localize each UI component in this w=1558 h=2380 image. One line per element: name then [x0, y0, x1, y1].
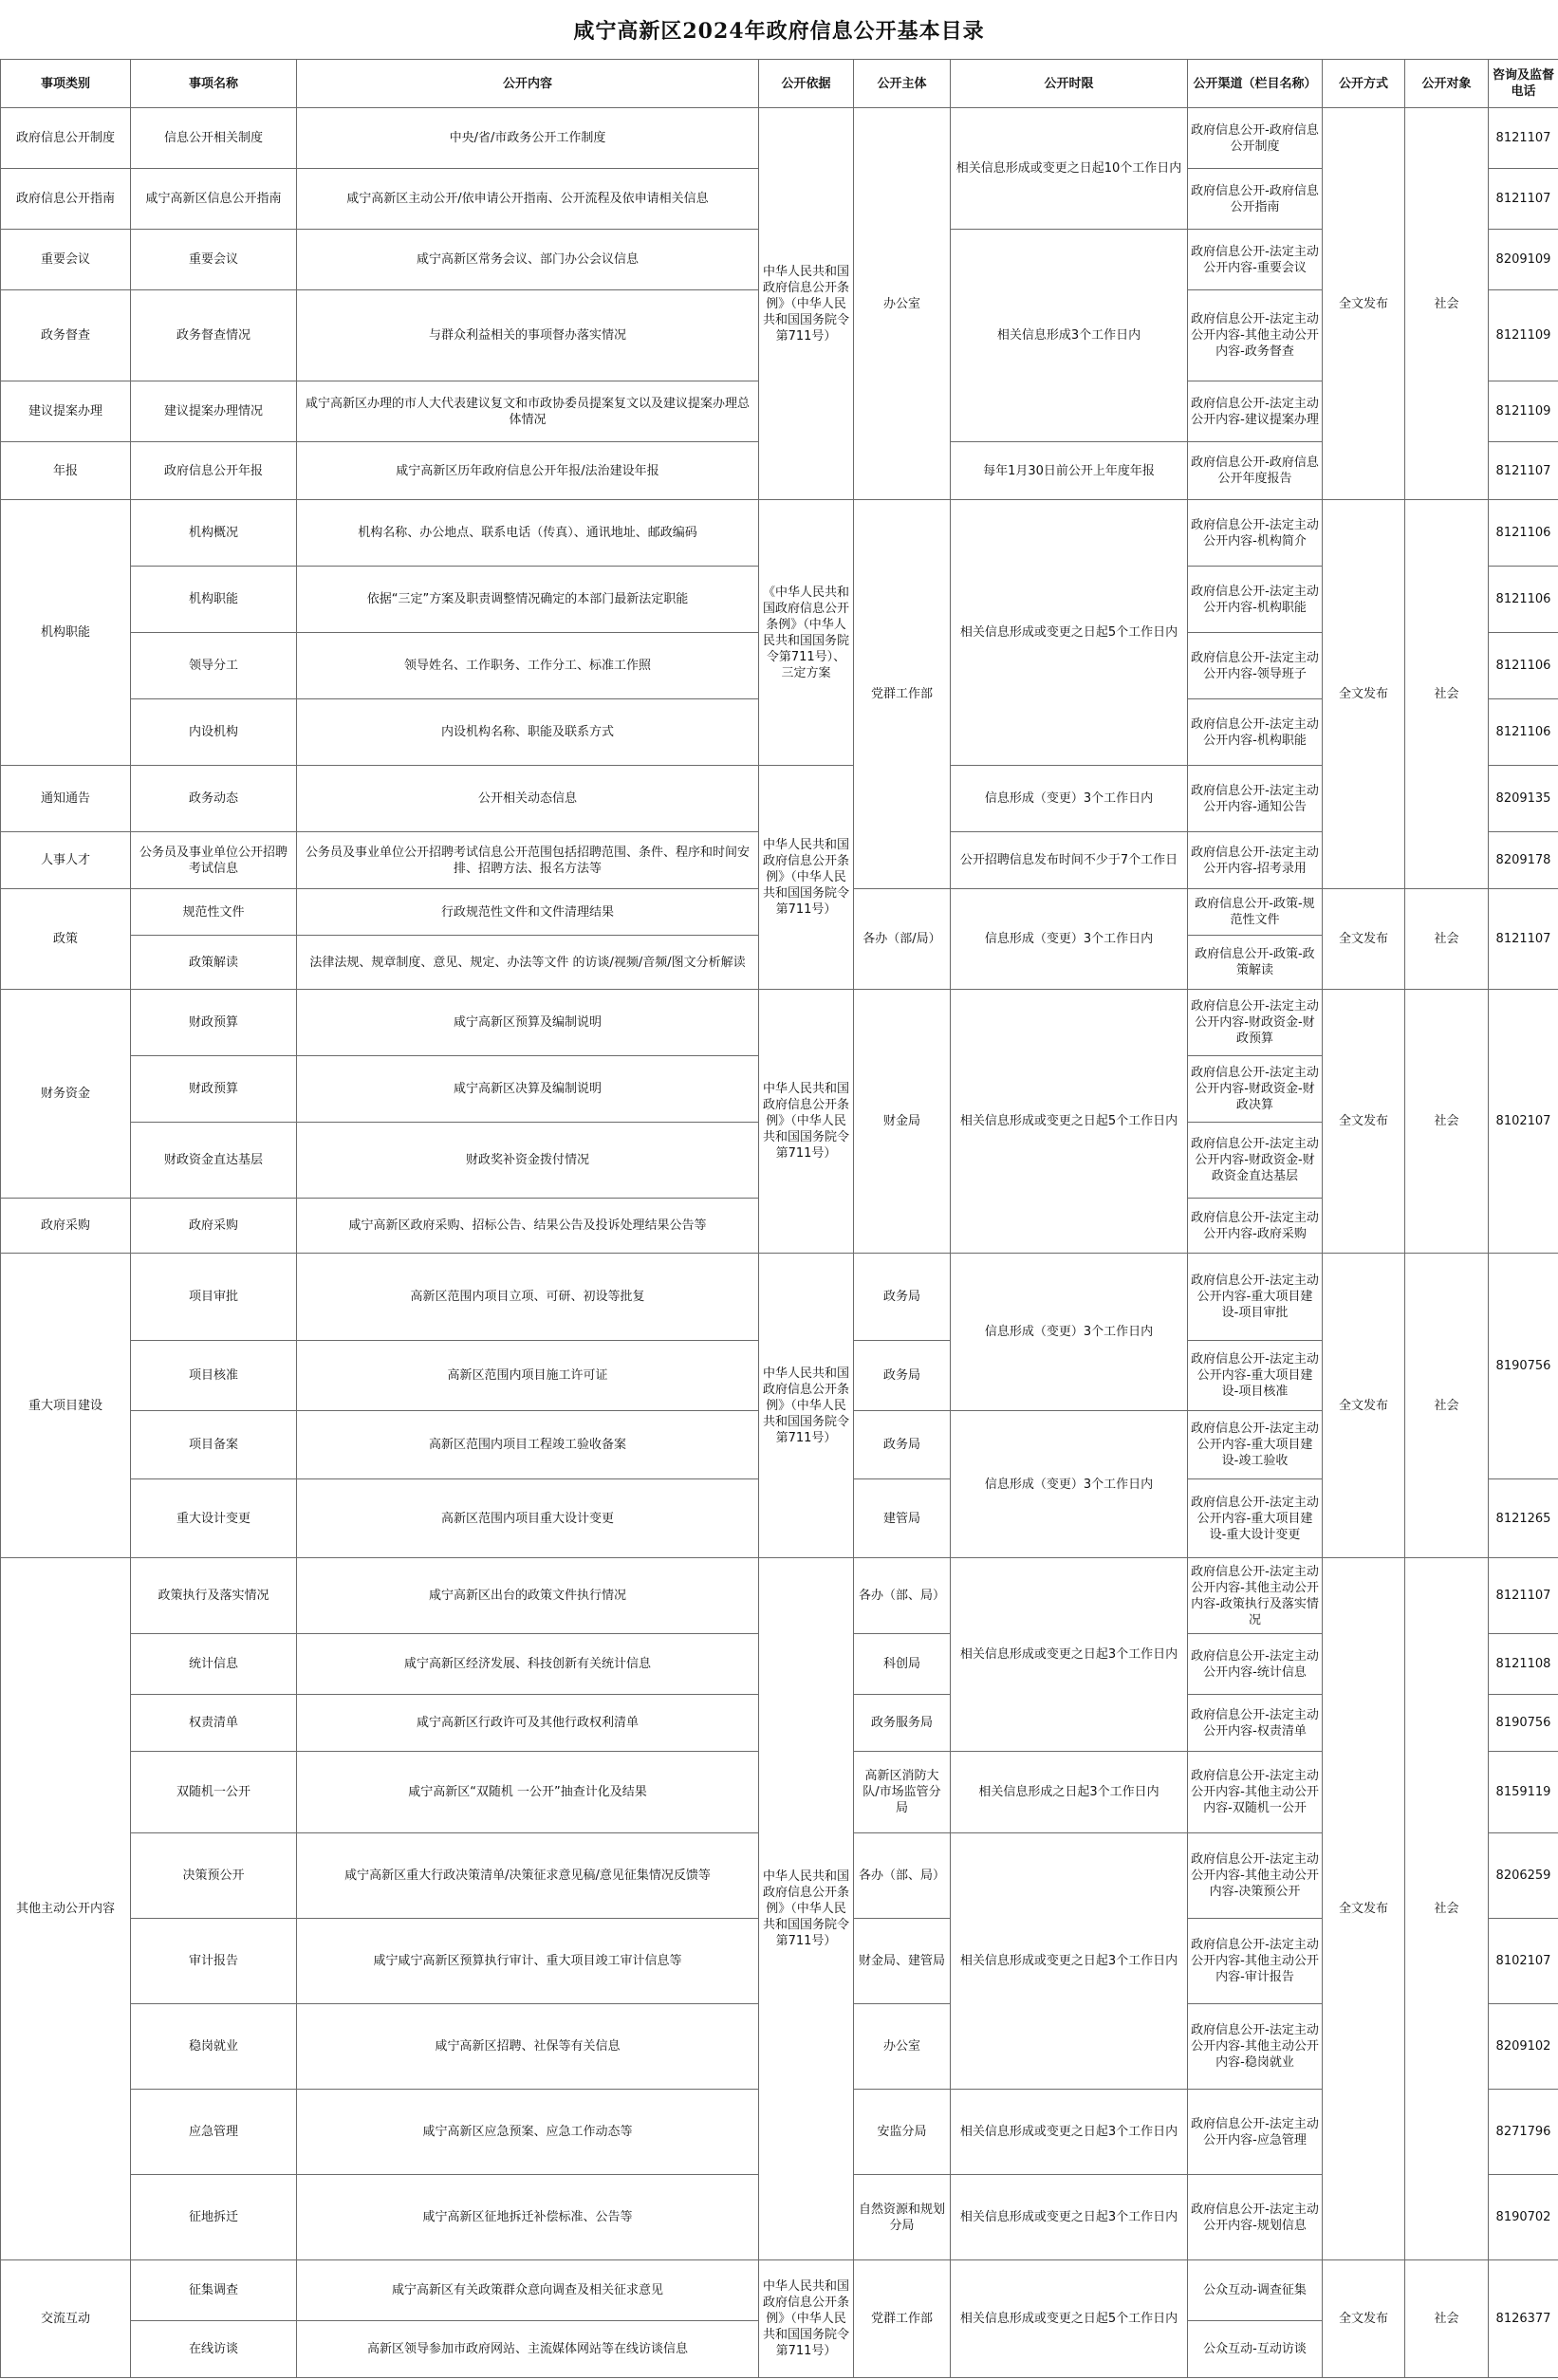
- cell-phone: 8121265: [1489, 1479, 1558, 1558]
- cell-name: 审计报告: [131, 1919, 297, 2004]
- cell-content: 咸宁高新区常务会议、部门办公会议信息: [297, 230, 759, 290]
- cell-channel: 政府信息公开-法定主动公开内容-招考录用: [1188, 832, 1323, 889]
- cell-content: 与群众利益相关的事项督办落实情况: [297, 290, 759, 381]
- cell-channel: 公众互动-调查征集: [1188, 2260, 1323, 2321]
- cell-subject: 办公室: [854, 2004, 951, 2090]
- cell-channel: 政府信息公开-法定主动公开内容-其他主动公开内容-双随机一公开: [1188, 1752, 1323, 1833]
- header-subject: 公开主体: [854, 60, 951, 108]
- cell-content: 法律法规、规章制度、意见、规定、办法等文件 的访谈/视频/音频/图文分析解读: [297, 936, 759, 990]
- cell-deadline: 相关信息形成或变更之日起5个工作日内: [951, 500, 1188, 766]
- cell-target: 社会: [1405, 500, 1489, 889]
- header-phone: 咨询及监督电话: [1489, 60, 1558, 108]
- cell-name: 征集调查: [131, 2260, 297, 2321]
- cell-basis: 中华人民共和国政府信息公开条例》（中华人民共和国国务院令第711号）: [759, 108, 854, 500]
- cell-name: 政府信息公开年报: [131, 442, 297, 500]
- cell-deadline: 相关信息形成或变更之日起3个工作日内: [951, 2175, 1188, 2260]
- cell-content: 高新区范围内项目重大设计变更: [297, 1479, 759, 1558]
- cell-basis: 中华人民共和国政府信息公开条例》（中华人民共和国国务院令第711号）: [759, 2260, 854, 2378]
- table-row: [1, 1558, 1558, 1634]
- cell-content: 咸宁高新区应急预案、应急工作动态等: [297, 2090, 759, 2175]
- cell-phone: 8121106: [1489, 633, 1558, 699]
- cell-phone: 8121109: [1489, 381, 1558, 442]
- cell-content: 高新区范围内项目立项、可研、初设等批复: [297, 1254, 759, 1341]
- cell-subject: 各办（部、局）: [854, 1833, 951, 1919]
- cell-deadline: 相关信息形成或变更之日起5个工作日内: [951, 990, 1188, 1254]
- cell-channel: 政府信息公开-法定主动公开内容-其他主动公开内容-稳岗就业: [1188, 2004, 1323, 2090]
- cell-channel: 政府信息公开-政府信息公开年度报告: [1188, 442, 1323, 500]
- cell-channel: 政府信息公开-法定主动公开内容-机构职能: [1188, 699, 1323, 766]
- cell-category: 机构职能: [1, 500, 131, 766]
- cell-target: 社会: [1405, 108, 1489, 500]
- cell-target: 社会: [1405, 1558, 1489, 2260]
- cell-name: 规范性文件: [131, 889, 297, 936]
- cell-subject: 办公室: [854, 108, 951, 500]
- cell-content: 中央/省/市政务公开工作制度: [297, 108, 759, 169]
- cell-channel: 政府信息公开-法定主动公开内容-其他主动公开内容-审计报告: [1188, 1919, 1323, 2004]
- header-channel: 公开渠道（栏目名称）: [1188, 60, 1323, 108]
- cell-name: 政府采购: [131, 1199, 297, 1254]
- cell-channel: 政府信息公开-法定主动公开内容-权责清单: [1188, 1695, 1323, 1752]
- cell-content: 咸宁高新区历年政府信息公开年报/法治建设年报: [297, 442, 759, 500]
- cell-name: 机构职能: [131, 567, 297, 633]
- cell-phone: 8121107: [1489, 1558, 1558, 1634]
- cell-phone: 8121107: [1489, 442, 1558, 500]
- cell-name: 应急管理: [131, 2090, 297, 2175]
- cell-channel: 政府信息公开-法定主动公开内容-财政资金-财政预算: [1188, 990, 1323, 1056]
- cell-deadline: 相关信息形成或变更之日起5个工作日内: [951, 2260, 1188, 2378]
- cell-category: 人事人才: [1, 832, 131, 889]
- cell-method: 全文发布: [1323, 1254, 1405, 1558]
- cell-name: 财政预算: [131, 1056, 297, 1123]
- cell-name: 权责清单: [131, 1695, 297, 1752]
- cell-method: 全文发布: [1323, 990, 1405, 1254]
- cell-content: 公务员及事业单位公开招聘考试信息公开范围包括招聘范围、条件、程序和时间安排、招聘方法、报名方法等: [297, 832, 759, 889]
- cell-content: 咸宁高新区行政许可及其他行政权利清单: [297, 1695, 759, 1752]
- header-content: 公开内容: [297, 60, 759, 108]
- cell-channel: 政府信息公开-法定主动公开内容-机构简介: [1188, 500, 1323, 567]
- cell-category: 政务督查: [1, 290, 131, 381]
- cell-channel: 政府信息公开-法定主动公开内容-其他主动公开内容-政策执行及落实情况: [1188, 1558, 1323, 1634]
- header-method: 公开方式: [1323, 60, 1405, 108]
- cell-name: 决策预公开: [131, 1833, 297, 1919]
- cell-channel: 政府信息公开-法定主动公开内容-财政资金-财政决算: [1188, 1056, 1323, 1123]
- cell-phone: 8126377: [1489, 2260, 1558, 2378]
- cell-content: 咸宁高新区经济发展、科技创新有关统计信息: [297, 1634, 759, 1695]
- cell-category: 财务资金: [1, 990, 131, 1199]
- cell-content: 咸宁高新区征地拆迁补偿标准、公告等: [297, 2175, 759, 2260]
- cell-subject: 各办（部/局）: [854, 889, 951, 990]
- cell-channel: 政府信息公开-法定主动公开内容-重大项目建设-重大设计变更: [1188, 1479, 1323, 1558]
- cell-channel: 政府信息公开-法定主动公开内容-建议提案办理: [1188, 381, 1323, 442]
- cell-phone: 8209109: [1489, 230, 1558, 290]
- cell-content: 咸宁高新区重大行政决策清单/决策征求意见稿/意见征集情况反馈等: [297, 1833, 759, 1919]
- cell-basis: 中华人民共和国政府信息公开条例》（中华人民共和国国务院令第711号）: [759, 766, 854, 990]
- cell-name: 稳岗就业: [131, 2004, 297, 2090]
- cell-content: 咸宁高新区有关政策群众意向调查及相关征求意见: [297, 2260, 759, 2321]
- cell-subject: 自然资源和规划分局: [854, 2175, 951, 2260]
- cell-subject: 各办（部、局）: [854, 1558, 951, 1634]
- cell-basis: 中华人民共和国政府信息公开条例》（中华人民共和国国务院令第711号）: [759, 990, 854, 1254]
- cell-channel: 政府信息公开-法定主动公开内容-通知公告: [1188, 766, 1323, 832]
- cell-content: 行政规范性文件和文件清理结果: [297, 889, 759, 936]
- cell-name: 领导分工: [131, 633, 297, 699]
- header-category: 事项类别: [1, 60, 131, 108]
- cell-method: 全文发布: [1323, 889, 1405, 990]
- cell-category: 重大项目建设: [1, 1254, 131, 1558]
- cell-channel: 政府信息公开-法定主动公开内容-统计信息: [1188, 1634, 1323, 1695]
- cell-channel: 政府信息公开-政府信息公开制度: [1188, 108, 1323, 169]
- cell-name: 征地拆迁: [131, 2175, 297, 2260]
- cell-phone: 8121106: [1489, 500, 1558, 567]
- cell-category: 重要会议: [1, 230, 131, 290]
- cell-subject: 财金局、建管局: [854, 1919, 951, 2004]
- cell-name: 项目核准: [131, 1341, 297, 1411]
- cell-content: 机构名称、办公地点、联系电话（传真）、通讯地址、邮政编码: [297, 500, 759, 567]
- cell-content: 高新区范围内项目工程竣工验收备案: [297, 1411, 759, 1479]
- cell-method: 全文发布: [1323, 1558, 1405, 2260]
- cell-channel: 政府信息公开-法定主动公开内容-重大项目建设-竣工验收: [1188, 1411, 1323, 1479]
- cell-phone: 8121107: [1489, 169, 1558, 230]
- table-row: [1, 500, 1558, 567]
- cell-name: 政务督查情况: [131, 290, 297, 381]
- cell-phone: 8102107: [1489, 1919, 1558, 2004]
- cell-channel: 政府信息公开-法定主动公开内容-财政资金-财政资金直达基层: [1188, 1123, 1323, 1199]
- cell-name: 项目审批: [131, 1254, 297, 1341]
- cell-content: 财政奖补资金拨付情况: [297, 1123, 759, 1199]
- cell-channel: 政府信息公开-法定主动公开内容-重大项目建设-项目核准: [1188, 1341, 1323, 1411]
- header-deadline: 公开时限: [951, 60, 1188, 108]
- cell-category: 政府信息公开制度: [1, 108, 131, 169]
- cell-phone: 8121109: [1489, 290, 1558, 381]
- cell-name: 机构概况: [131, 500, 297, 567]
- cell-subject: 高新区消防大队/市场监管分局: [854, 1752, 951, 1833]
- cell-channel: 政府信息公开-法定主动公开内容-应急管理: [1188, 2090, 1323, 2175]
- cell-name: 统计信息: [131, 1634, 297, 1695]
- cell-subject: 政务局: [854, 1341, 951, 1411]
- cell-channel: 政府信息公开-法定主动公开内容-规划信息: [1188, 2175, 1323, 2260]
- cell-phone: 8190756: [1489, 1695, 1558, 1752]
- cell-category: 其他主动公开内容: [1, 1558, 131, 2260]
- cell-name: 在线访谈: [131, 2321, 297, 2378]
- cell-phone: 8121107: [1489, 889, 1558, 990]
- cell-content: 咸宁高新区招聘、社保等有关信息: [297, 2004, 759, 2090]
- cell-phone: 8271796: [1489, 2090, 1558, 2175]
- cell-channel: 政府信息公开-政府信息公开指南: [1188, 169, 1323, 230]
- cell-content: 咸宁高新区办理的市人大代表建议复文和市政协委员提案复文以及建议提案办理总体情况: [297, 381, 759, 442]
- cell-target: 社会: [1405, 990, 1489, 1254]
- cell-deadline: 相关信息形成或变更之日起3个工作日内: [951, 2090, 1188, 2175]
- cell-content: 咸宁高新区决算及编制说明: [297, 1056, 759, 1123]
- cell-name: 财政资金直达基层: [131, 1123, 297, 1199]
- cell-content: 高新区范围内项目施工许可证: [297, 1341, 759, 1411]
- cell-deadline: 相关信息形成或变更之日起3个工作日内: [951, 1558, 1188, 1752]
- cell-deadline: 相关信息形成之日起3个工作日内: [951, 1752, 1188, 1833]
- cell-deadline: 每年1月30日前公开上年度年报: [951, 442, 1188, 500]
- cell-channel: 政府信息公开-法定主动公开内容-其他主动公开内容-政务督查: [1188, 290, 1323, 381]
- cell-subject: 科创局: [854, 1634, 951, 1695]
- cell-content: 咸宁高新区主动公开/依申请公开指南、公开流程及依申请相关信息: [297, 169, 759, 230]
- cell-name: 信息公开相关制度: [131, 108, 297, 169]
- cell-method: 全文发布: [1323, 500, 1405, 889]
- cell-channel: 政府信息公开-政策-规范性文件: [1188, 889, 1323, 936]
- cell-channel: 政府信息公开-法定主动公开内容-机构职能: [1188, 567, 1323, 633]
- cell-subject: 安监分局: [854, 2090, 951, 2175]
- page-title: 咸宁高新区2024年政府信息公开基本目录: [573, 18, 985, 44]
- cell-basis: 中华人民共和国政府信息公开条例》（中华人民共和国国务院令第711号）: [759, 1254, 854, 1558]
- cell-name: 政策解读: [131, 936, 297, 990]
- cell-category: 政府采购: [1, 1199, 131, 1254]
- header-row: [1, 60, 1558, 108]
- cell-name: 建议提案办理情况: [131, 381, 297, 442]
- cell-phone: 8121106: [1489, 567, 1558, 633]
- cell-subject: 党群工作部: [854, 2260, 951, 2378]
- cell-category: 通知通告: [1, 766, 131, 832]
- cell-phone: 8209102: [1489, 2004, 1558, 2090]
- cell-content: 咸宁高新区政府采购、招标公告、结果公告及投诉处理结果公告等: [297, 1199, 759, 1254]
- cell-content: 领导姓名、工作职务、工作分工、标准工作照: [297, 633, 759, 699]
- cell-phone: 8102107: [1489, 990, 1558, 1254]
- cell-method: 全文发布: [1323, 2260, 1405, 2378]
- cell-content: 咸宁高新区出台的政策文件执行情况: [297, 1558, 759, 1634]
- cell-name: 咸宁高新区信息公开指南: [131, 169, 297, 230]
- cell-subject: 政务服务局: [854, 1695, 951, 1752]
- cell-phone: 8190756: [1489, 1254, 1558, 1479]
- cell-phone: 8209178: [1489, 832, 1558, 889]
- cell-deadline: 相关信息形成或变更之日起10个工作日内: [951, 108, 1188, 230]
- cell-channel: 公众互动-互动访谈: [1188, 2321, 1323, 2378]
- cell-phone: 8121108: [1489, 1634, 1558, 1695]
- cell-deadline: 信息形成（变更）3个工作日内: [951, 889, 1188, 990]
- table-row: [1, 108, 1558, 169]
- header-target: 公开对象: [1405, 60, 1489, 108]
- cell-subject: 党群工作部: [854, 500, 951, 889]
- cell-content: 依据“三定”方案及职责调整情况确定的本部门最新法定职能: [297, 567, 759, 633]
- cell-subject: 建管局: [854, 1479, 951, 1558]
- cell-name: 项目备案: [131, 1411, 297, 1479]
- cell-phone: 8121106: [1489, 699, 1558, 766]
- catalog-table: [0, 59, 1558, 2378]
- cell-deadline: 信息形成（变更）3个工作日内: [951, 1254, 1188, 1411]
- cell-target: 社会: [1405, 2260, 1489, 2378]
- cell-subject: 政务局: [854, 1254, 951, 1341]
- cell-basis: 《中华人民共和国政府信息公开条例》（中华人民共和国国务院令第711号）、三定方案: [759, 500, 854, 766]
- cell-content: 咸宁高新区“双随机 一公开”抽查计化及结果: [297, 1752, 759, 1833]
- cell-name: 双随机一公开: [131, 1752, 297, 1833]
- cell-channel: 政府信息公开-政策-政策解读: [1188, 936, 1323, 990]
- cell-content: 高新区领导参加市政府网站、主流媒体网站等在线访谈信息: [297, 2321, 759, 2378]
- cell-channel: 政府信息公开-法定主动公开内容-政府采购: [1188, 1199, 1323, 1254]
- cell-name: 政务动态: [131, 766, 297, 832]
- cell-category: 建议提案办理: [1, 381, 131, 442]
- table-row: [1, 2260, 1558, 2321]
- cell-phone: 8121107: [1489, 108, 1558, 169]
- cell-channel: 政府信息公开-法定主动公开内容-重大项目建设-项目审批: [1188, 1254, 1323, 1341]
- cell-name: 财政预算: [131, 990, 297, 1056]
- cell-content: 咸宁高新区预算及编制说明: [297, 990, 759, 1056]
- cell-channel: 政府信息公开-法定主动公开内容-领导班子: [1188, 633, 1323, 699]
- cell-phone: 8159119: [1489, 1752, 1558, 1833]
- header-basis: 公开依据: [759, 60, 854, 108]
- cell-name: 政策执行及落实情况: [131, 1558, 297, 1634]
- header-item-name: 事项名称: [131, 60, 297, 108]
- cell-subject: 财金局: [854, 990, 951, 1254]
- cell-deadline: 公开招聘信息发布时间不少于7个工作日: [951, 832, 1188, 889]
- cell-category: 年报: [1, 442, 131, 500]
- cell-deadline: 相关信息形成或变更之日起3个工作日内: [951, 1833, 1188, 2090]
- cell-name: 公务员及事业单位公开招聘考试信息: [131, 832, 297, 889]
- cell-subject: 政务局: [854, 1411, 951, 1479]
- cell-method: 全文发布: [1323, 108, 1405, 500]
- cell-deadline: 相关信息形成3个工作日内: [951, 230, 1188, 442]
- cell-category: 政策: [1, 889, 131, 990]
- cell-content: 内设机构名称、职能及联系方式: [297, 699, 759, 766]
- cell-deadline: 信息形成（变更）3个工作日内: [951, 766, 1188, 832]
- cell-category: 政府信息公开指南: [1, 169, 131, 230]
- cell-name: 重大设计变更: [131, 1479, 297, 1558]
- cell-name: 重要会议: [131, 230, 297, 290]
- cell-phone: 8190702: [1489, 2175, 1558, 2260]
- cell-channel: 政府信息公开-法定主动公开内容-其他主动公开内容-决策预公开: [1188, 1833, 1323, 1919]
- table-row: [1, 1254, 1558, 1341]
- cell-phone: 8206259: [1489, 1833, 1558, 1919]
- cell-name: 内设机构: [131, 699, 297, 766]
- cell-target: 社会: [1405, 889, 1489, 990]
- cell-channel: 政府信息公开-法定主动公开内容-重要会议: [1188, 230, 1323, 290]
- cell-content: 咸宁咸宁高新区预算执行审计、重大项目竣工审计信息等: [297, 1919, 759, 2004]
- cell-phone: 8209135: [1489, 766, 1558, 832]
- cell-deadline: 信息形成（变更）3个工作日内: [951, 1411, 1188, 1558]
- cell-category: 交流互动: [1, 2260, 131, 2378]
- cell-basis: 中华人民共和国政府信息公开条例》（中华人民共和国国务院令第711号）: [759, 1558, 854, 2260]
- cell-target: 社会: [1405, 1254, 1489, 1558]
- table-row: [1, 990, 1558, 1056]
- cell-content: 公开相关动态信息: [297, 766, 759, 832]
